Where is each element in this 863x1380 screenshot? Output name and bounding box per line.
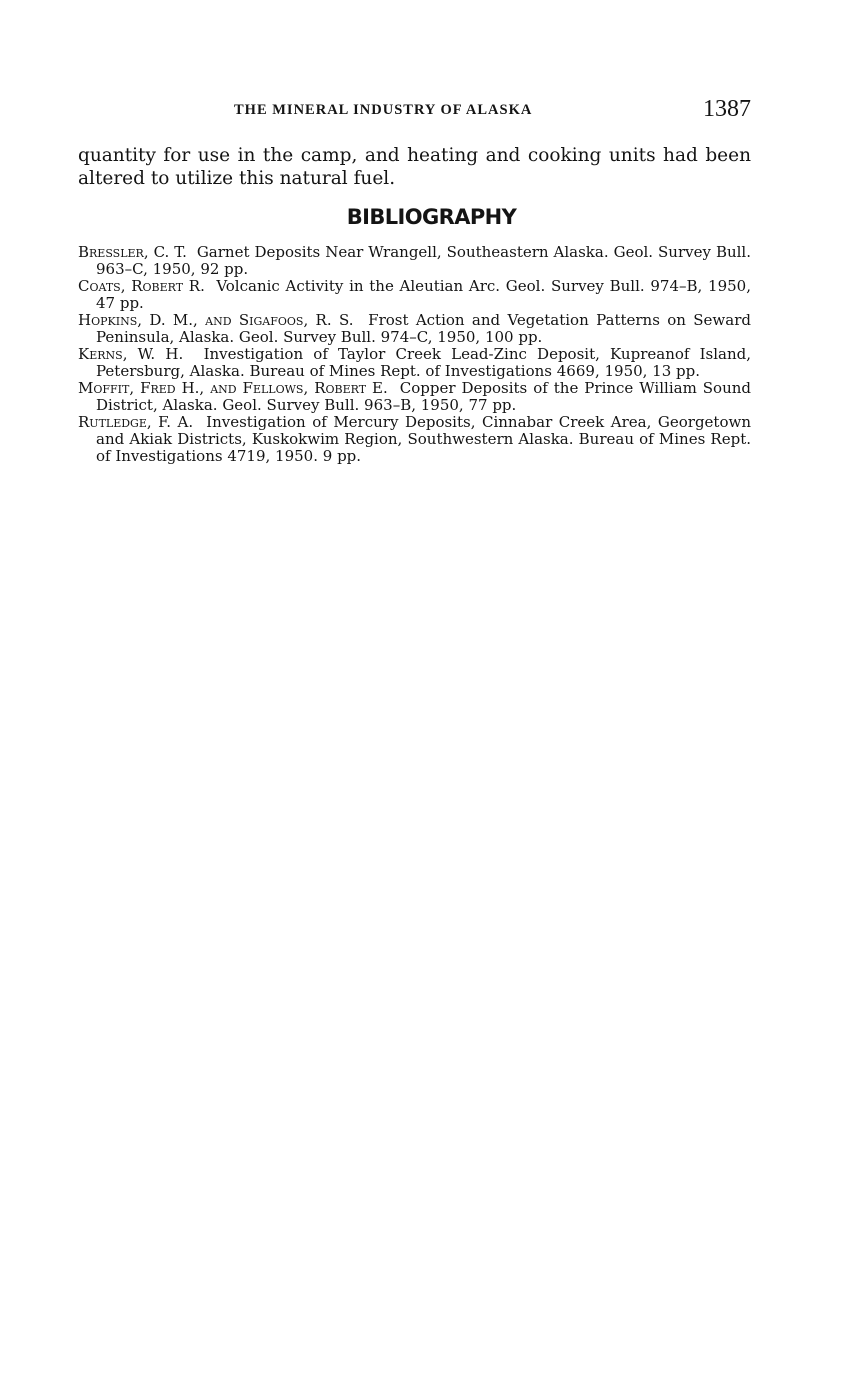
entry-citation: Garnet Deposits Near Wrangell, Southeastern Alaska. Geol. Survey Bull. 963–C, 1950, 92 pp. — [96, 243, 751, 278]
bibliography-entry-rutledge — [78, 414, 751, 465]
entry-citation: Frost Action and Vegetation Patterns on Seward Peninsula, Alaska. Geol. Survey Bull. 974–C, 1950, 100 pp. — [96, 311, 751, 346]
entry-citation: Investigation of Taylor Creek Lead-Zinc Deposit, Kupreanof Island, Petersburg, Alaska. Bureau of Mines Rept. of Investigations 4669, 1950, 13 pp. — [96, 345, 752, 380]
entry-author-initials: , D. M., — [137, 311, 206, 329]
intro-paragraph: quantity for use in the camp, and heating and cooking units had been altered to utilize this natural fuel. — [78, 145, 751, 189]
entry-coauthor: and Sigafoos — [205, 311, 304, 329]
entry-author: Coats, Robert — [78, 277, 184, 295]
entry-author-initials: , F. A. — [146, 413, 194, 431]
entry-citation: Volcanic Activity in the Aleutian Arc. Geol. Survey Bull. 974–B, 1950, 47 pp. — [96, 277, 751, 312]
bibliography-entry-coats — [78, 278, 751, 312]
entry-author: Moffit, Fred — [78, 379, 176, 397]
running-head — [78, 96, 751, 126]
entry-coauthor-initials: E. — [366, 379, 388, 397]
entry-coauthor-initials: , R. S. — [303, 311, 354, 329]
entry-coauthor: and Fellows, Robert — [210, 379, 367, 397]
running-title: THE MINERAL INDUSTRY OF ALASKA — [234, 102, 533, 118]
bibliography-heading: BIBLIOGRAPHY — [346, 205, 517, 229]
bibliography-entry-bressler — [78, 244, 751, 278]
entry-author: Rutledge — [78, 413, 147, 431]
bibliography-entry-moffit — [78, 380, 751, 414]
entry-author-initials: H., — [175, 379, 211, 397]
bibliography-list — [78, 244, 751, 465]
page-number: 1387 — [703, 96, 751, 122]
entry-author-initials: , W. H. — [122, 345, 184, 363]
bibliography-entry-kerns — [78, 346, 751, 380]
entry-author-initials: R. — [183, 277, 205, 295]
entry-author: Hopkins — [78, 311, 138, 329]
entry-author: Kerns — [78, 345, 123, 363]
bibliography-entry-hopkins — [78, 312, 751, 346]
entry-author: Bressler — [78, 243, 144, 261]
entry-citation: Investigation of Mercury Deposits, Cinnabar Creek Area, Georgetown and Akiak Districts, Kuskokwim Region, Southwestern Alaska. Bureau of Mines Rept. of Investigations 4719, 1950. 9 pp. — [96, 413, 751, 465]
entry-author-initials: , C. T. — [143, 243, 187, 261]
entry-citation: Copper Deposits of the Prince William Sound District, Alaska. Geol. Survey Bull. 963–B, 1950, 77 pp. — [96, 379, 751, 414]
